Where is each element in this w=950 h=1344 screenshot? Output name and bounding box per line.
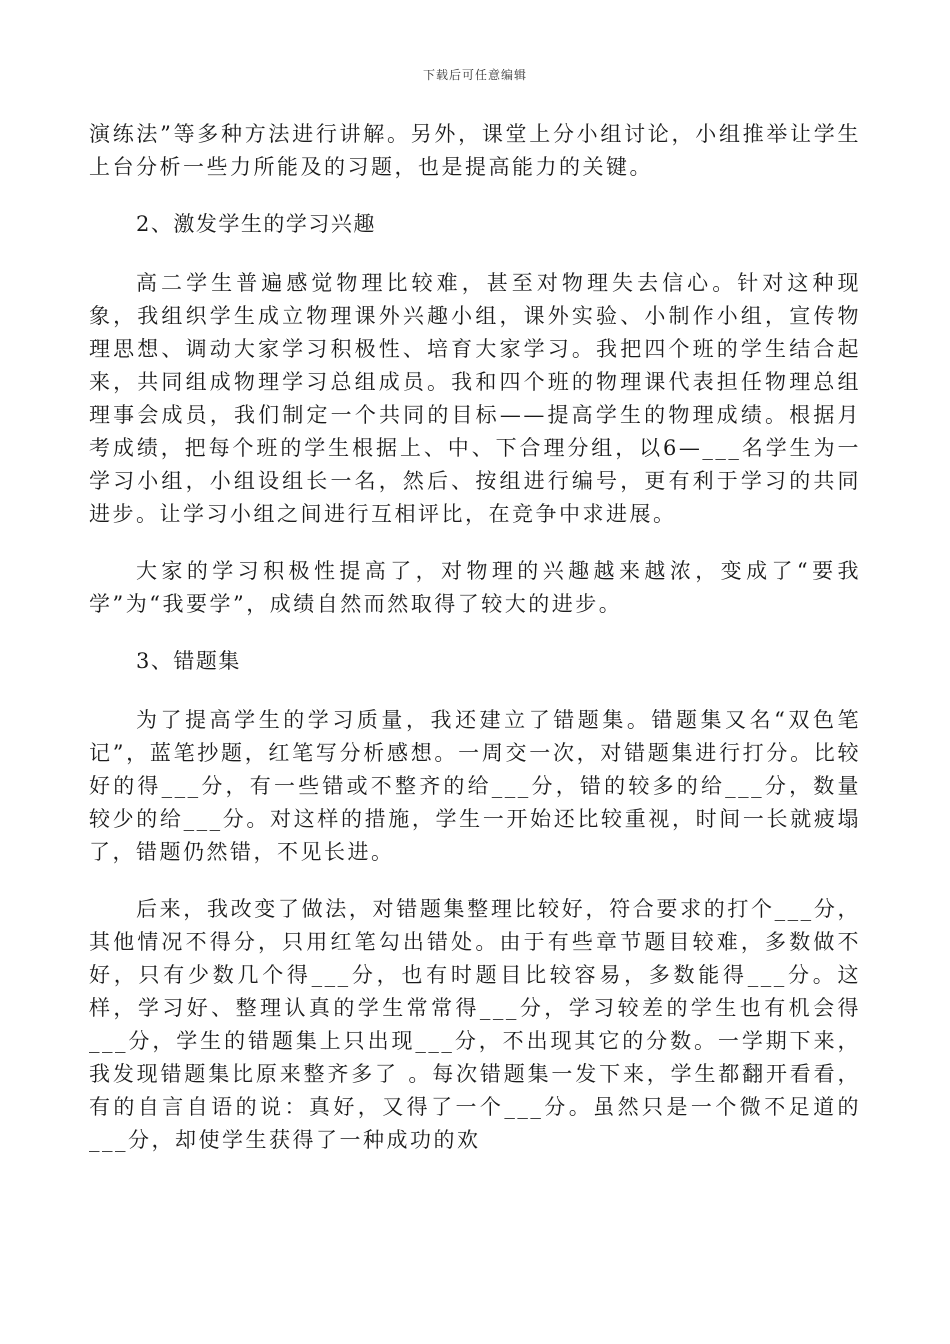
page-header-note: 下载后可任意编辑 <box>422 68 527 82</box>
document-body <box>89 118 861 1181</box>
paragraph-interest-groups: 高二学生普遍感觉物理比较难，甚至对物理失去信心。针对这种现象，我组织学生成立物理课外兴趣小组，课外实验、小制作小组，宣传物理思想、调动大家学习积极性、培育大家学习。我把四个班的学生结合起来，共同组成物理学习总组成员。我和四个班的物理课代表担任物理总组理事会成员，我们制定一个共同的目标——提高学生的物理成绩。根据月考成绩，把每个班的学生根据上、中、下合理分组，以6—___名学生为一学习小组，小组设组长一名，然后、按组进行编号，更有利于学习的共同进步。让学习小组之间进行互相评比，在竞争中求进展。 <box>89 271 861 526</box>
paragraph-progress: 大家的学习积极性提高了，对物理的兴趣越来越浓，变成了“要我学”为“我要学”，成绩自然而然取得了较大的进步。 <box>89 559 861 616</box>
section-heading-interest: 2、激发学生的学习兴趣 <box>136 212 376 236</box>
paragraph-methods: 演练法”等多种方法进行讲解。另外，课堂上分小组讨论，小组推举让学生上台分析一些力所能及的习题，也是提高能力的关键。 <box>89 122 861 179</box>
section-heading-error-collection: 3、错题集 <box>136 649 241 673</box>
paragraph-error-collection: 为了提高学生的学习质量，我还建立了错题集。错题集又名“双色笔记”，蓝笔抄题，红笔写分析感想。一周交一次，对错题集进行打分。比较好的得___分，有一些错或不整齐的给___分，错的较多的给___分，数量较少的给___分。对这样的措施，学生一开始还比较重视，时间一长就疲塌了，错题仍然错，不见长进。 <box>89 708 861 864</box>
paragraph-new-method: 后来，我改变了做法，对错题集整理比较好，符合要求的打个___分，其他情况不得分，只用红笔勾出错处。由于有些章节题目较难，多数做不好，只有少数几个得___分，也有时题目比较容易，多数能得___分。这样，学习好、整理认真的学生常常得___分，学习较差的学生也有机会得___分，学生的错题集上只出现___分，不出现其它的分数。一学期下来，我发现错题集比原来整齐多了 。每次错题集一发下来，学生都翻开看看，有的自言自语的说：真好，又得了一个___分。虽然只是一个微不足道的___分，却使学生获得了一种成功的欢 <box>89 897 861 1152</box>
